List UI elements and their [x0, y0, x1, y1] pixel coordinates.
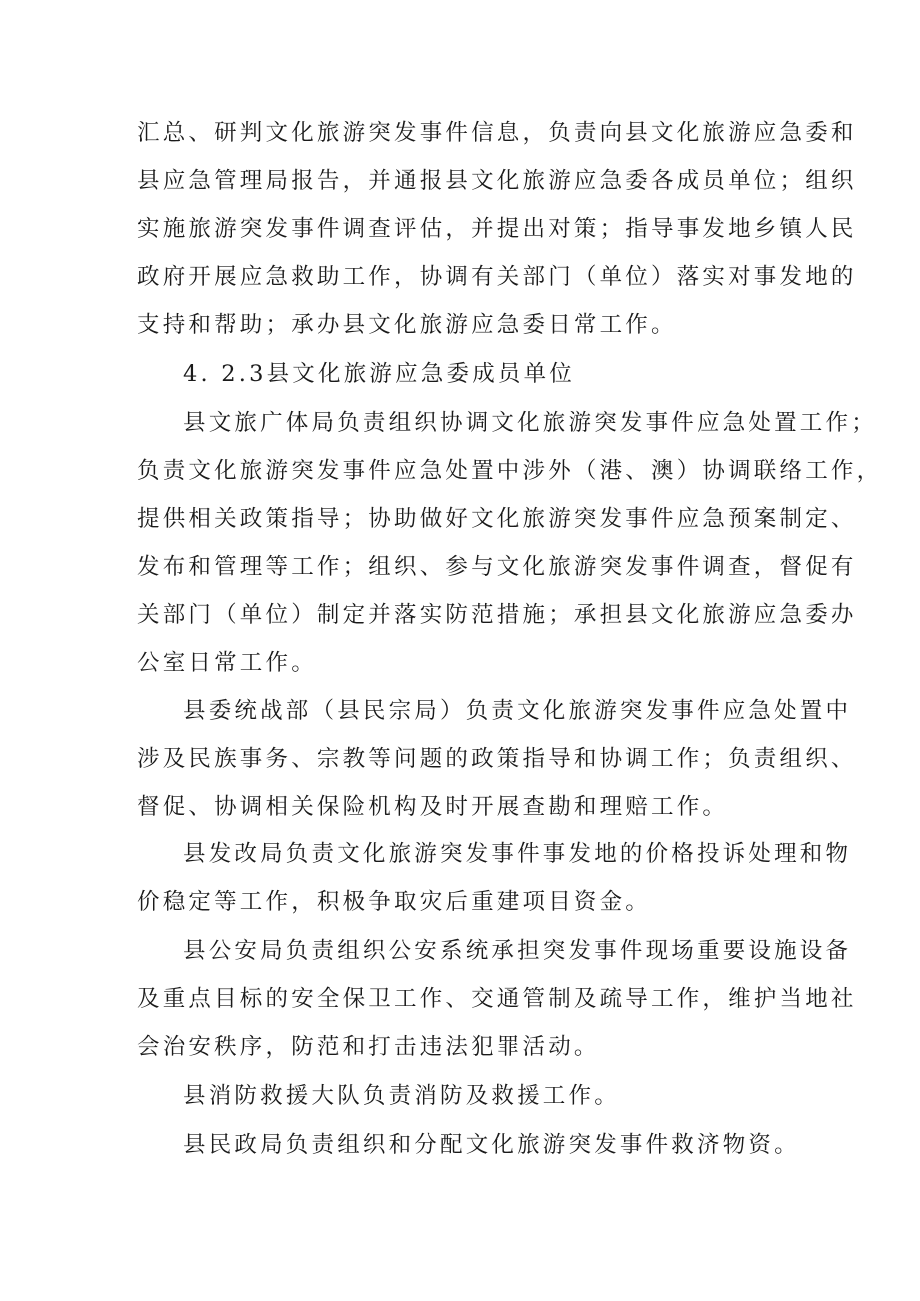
text-line: 价稳定等工作，积极争取灾后重建项目资金。	[137, 889, 652, 915]
text-line: 会治安秩序，防范和打击违法犯罪活动。	[137, 1034, 600, 1060]
text-line: 关部门（单位）制定并落实防范措施；承担县文化旅游应急委办	[137, 602, 857, 628]
text-line: 县公安局负责组织公安系统承担突发事件现场重要设施设备	[183, 938, 852, 964]
text-line: 政府开展应急救助工作，协调有关部门（单位）落实对事发地的	[137, 264, 857, 290]
text-line: 4. 2.3县文化旅游应急委成员单位	[183, 361, 576, 387]
text-line: 及重点目标的安全保卫工作、交通管制及疏导工作，维护当地社	[137, 986, 857, 1012]
text-line: 汇总、研判文化旅游突发事件信息，负责向县文化旅游应急委和	[137, 120, 857, 146]
text-line: 支持和帮助；承办县文化旅游应急委日常工作。	[137, 312, 677, 338]
text-line: 县民政局负责组织和分配文化旅游突发事件救济物资。	[183, 1132, 800, 1158]
text-line: 县委统战部（县民宗局）负责文化旅游突发事件应急处置中	[183, 698, 852, 724]
text-line: 实施旅游突发事件调查评估，并提出对策；指导事发地乡镇人民	[137, 216, 857, 242]
text-line: 公室日常工作。	[137, 650, 317, 676]
text-line: 县文旅广体局负责组织协调文化旅游突发事件应急处置工作；	[183, 410, 877, 436]
text-line: 负责文化旅游突发事件应急处置中涉外（港、澳）协调联络工作，	[137, 458, 883, 484]
text-line: 督促、协调相关保险机构及时开展查勘和理赔工作。	[137, 794, 729, 820]
text-line: 县消防救援大队负责消防及救援工作。	[183, 1083, 620, 1109]
text-line: 提供相关政策指导；协助做好文化旅游突发事件应急预案制定、	[137, 506, 857, 532]
text-line: 县应急管理局报告，并通报县文化旅游应急委各成员单位；组织	[137, 168, 857, 194]
text-line: 涉及民族事务、宗教等问题的政策指导和协调工作；负责组织、	[137, 746, 857, 772]
text-line: 发布和管理等工作；组织、参与文化旅游突发事件调查，督促有	[137, 554, 857, 580]
text-line: 县发改局负责文化旅游突发事件事发地的价格投诉处理和物	[183, 841, 852, 867]
